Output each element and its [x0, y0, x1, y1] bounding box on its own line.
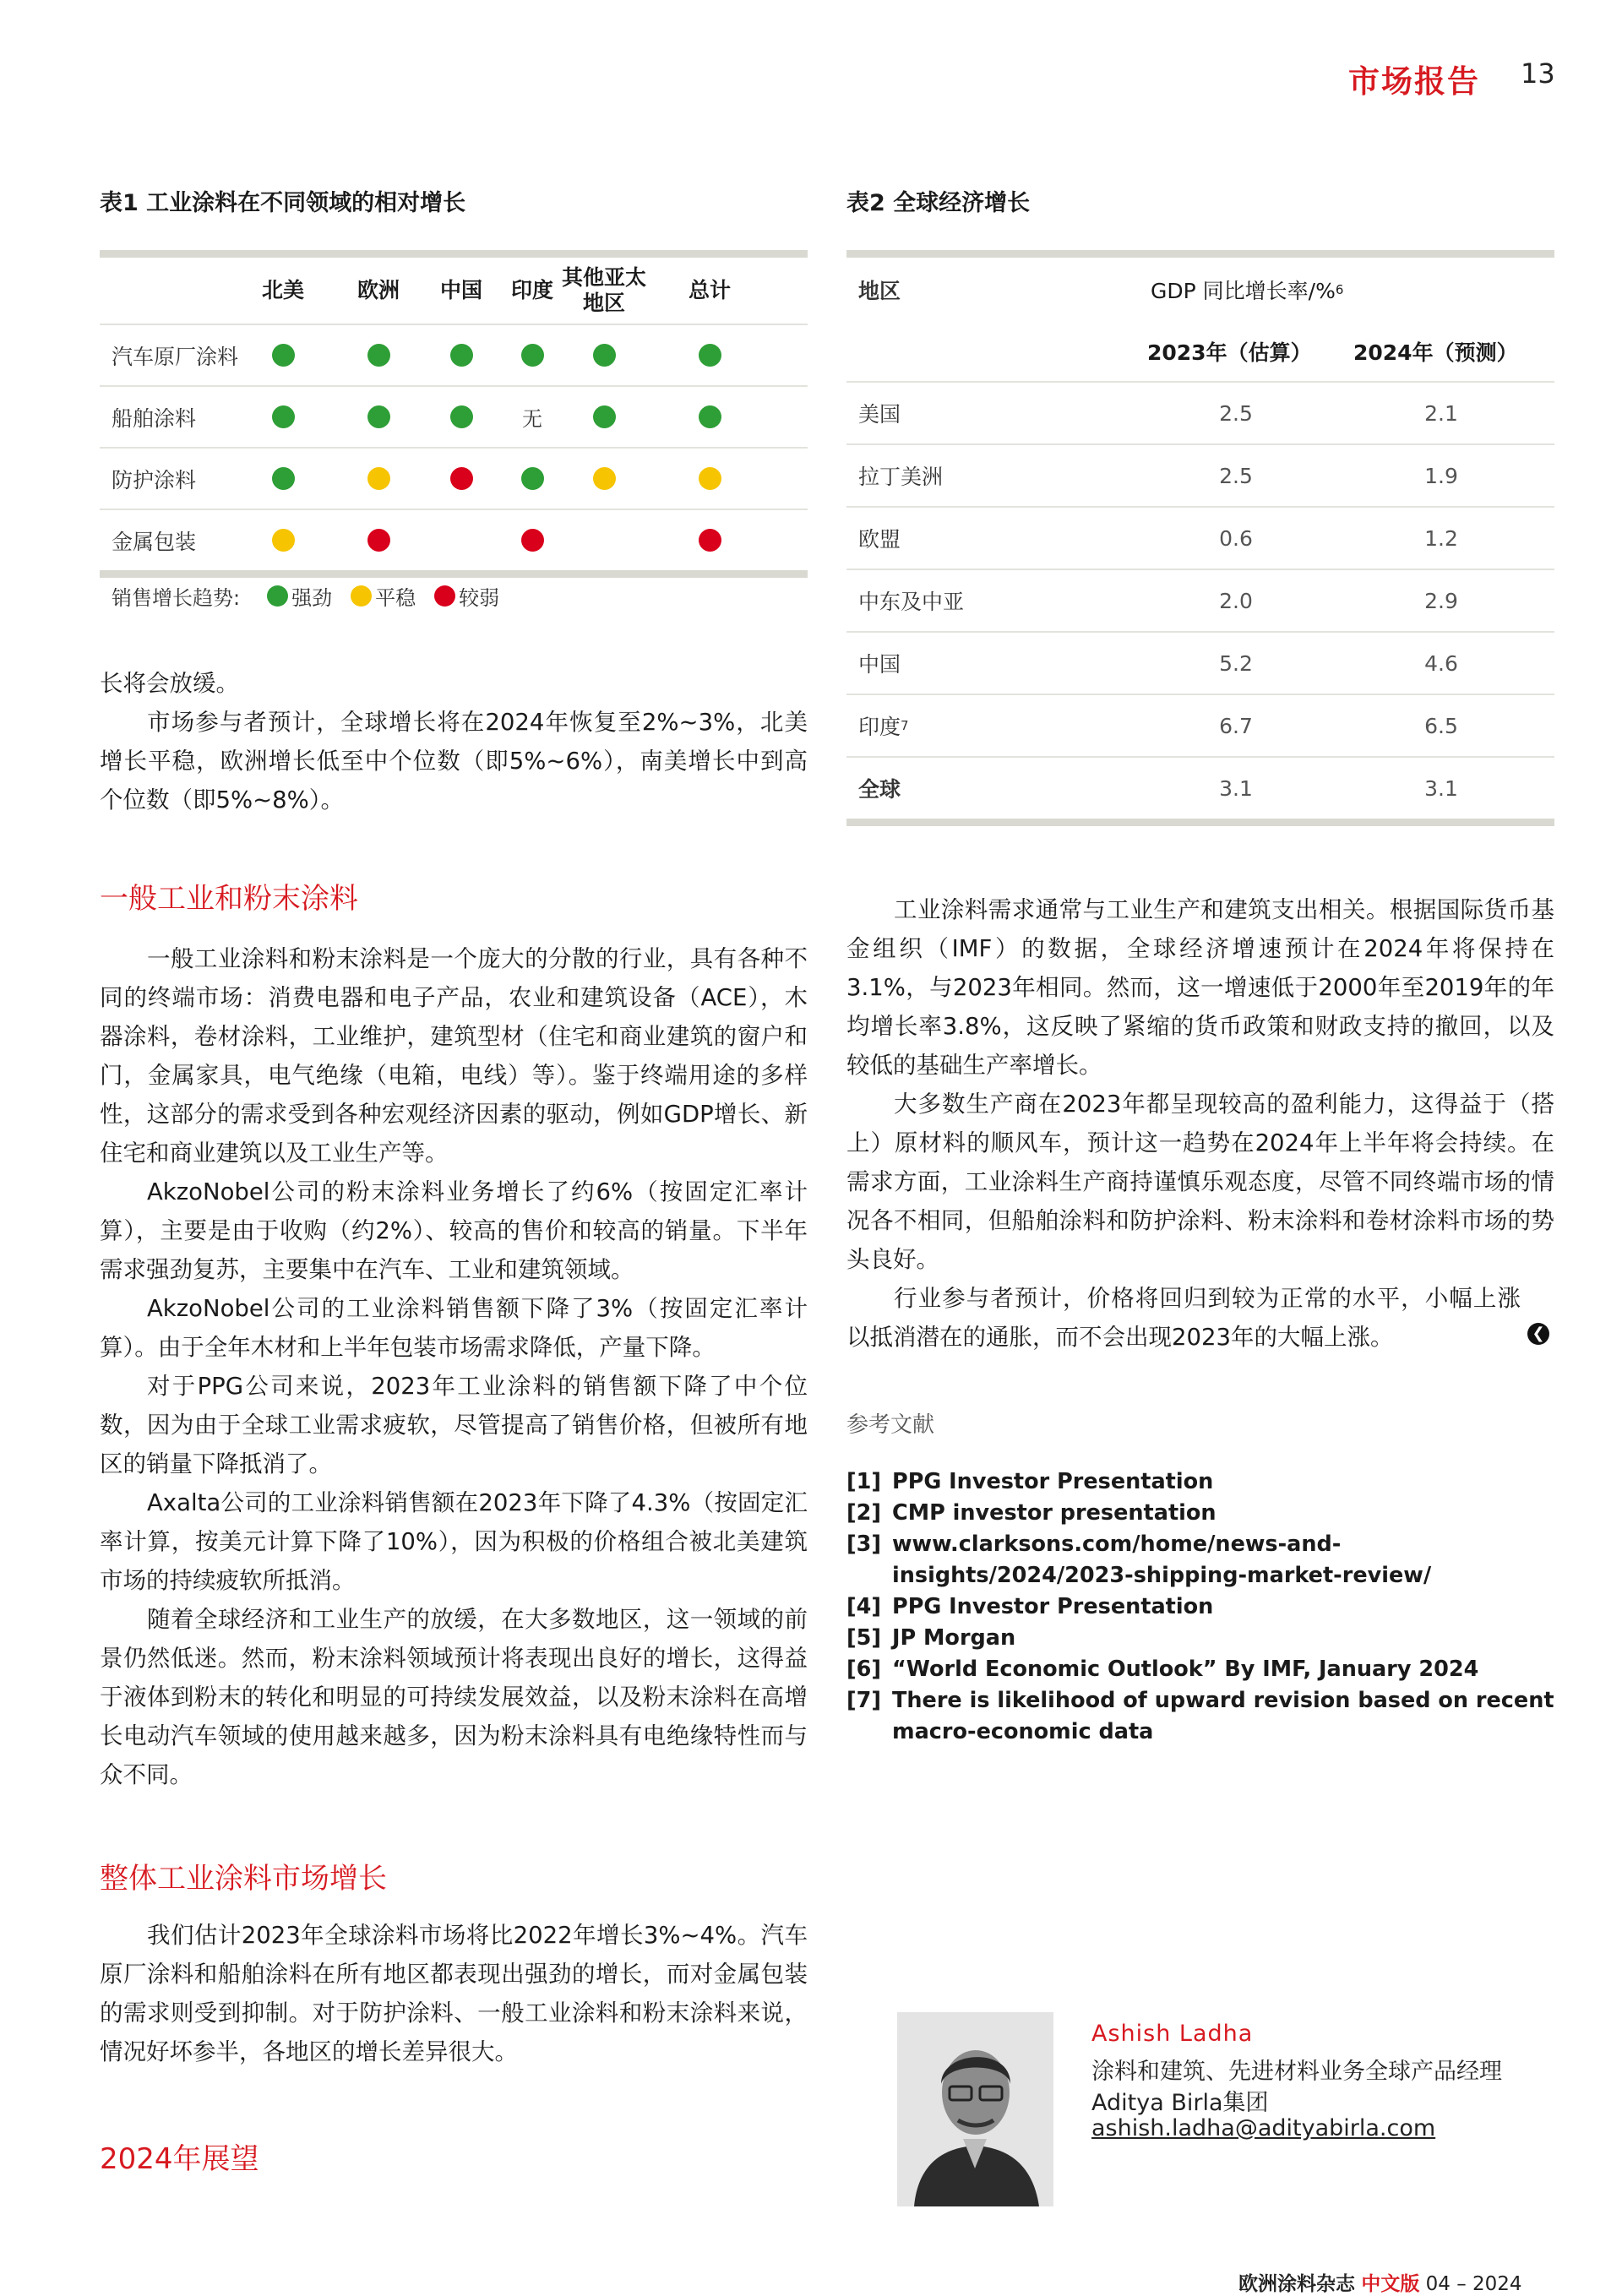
table2-value-2023: 5.2	[1219, 650, 1253, 676]
strong-dot-icon	[593, 344, 616, 367]
table1-cell	[562, 387, 646, 447]
body-paragraph: 随着全球经济和工业生产的放缓，在大多数地区，这一领域的前景仍然低迷。然而，粉末涂料领域预计将表现出良好的增长，这得益于液体到粉末的转化和明显的可持续发展效益，以及粉末涂料在高增长电动汽车领域的使用越来越多，因为粉末涂料具有电绝缘特性而与众不同。	[100, 1606, 808, 1788]
author-name: Ashish Ladha	[1091, 2021, 1254, 2047]
strong-dot-icon	[699, 405, 721, 428]
reference-number: [1]	[846, 1469, 882, 1494]
table2-value-2023: 0.6	[1219, 525, 1253, 551]
footer	[1238, 2268, 1522, 2296]
reference-text: PPG Investor Presentation	[892, 1594, 1214, 1619]
table1-row-label: 汽车原厂涂料	[112, 344, 239, 369]
table2-row	[846, 694, 1554, 756]
table2-value-2024: 1.9	[1424, 463, 1458, 488]
table2-region: 印度 7	[858, 715, 909, 739]
body-paragraph: 工业涂料需求通常与工业生产和建筑支出相关。根据国际货币基金组织（IMF）的数据，全球经济增速预计在2024年将保持在3.1%，与2023年相同。然而，这一增速低于2000年至2019年的年均增长率3.8%，这反映了紧缩的货币政策和财政支持的撤回，以及较低的基础生产率增长。	[846, 896, 1554, 1079]
table1-cell	[241, 325, 325, 385]
table2-value-2024: 4.6	[1424, 650, 1458, 676]
body-paragraph: 大多数生产商在2023年都呈现较高的盈利能力，这得益于（搭上）原材料的顺风车，预计这一趋势在2024年上半年将会持续。在需求方面，工业涂料生产商持谨慎乐观态度，尽管不同终端市场的情况各不相同，但船舶涂料和防护涂料、粉末涂料和卷材涂料市场的势头良好。	[846, 1091, 1554, 1273]
intro-paragraph: 长将会放缓。	[100, 670, 239, 697]
reference-number: [3]	[846, 1532, 882, 1557]
footer-edition: 中文版	[1361, 2273, 1420, 2295]
reference-text: CMP investor presentation	[892, 1500, 1216, 1526]
reference-item	[846, 1529, 1556, 1591]
strong-dot-icon	[267, 585, 288, 607]
legend-stable: 平稳	[351, 581, 416, 611]
intro-paragraph: 市场参与者预计，全球增长将在2024年恢复至2%~3%，北美增长平稳，欧洲增长低至中个位数（即5%~6%），南美增长中到高个位数（即5%~8%）。	[100, 709, 808, 813]
table2	[846, 250, 1554, 826]
weak-dot-icon	[434, 585, 455, 607]
strong-dot-icon	[699, 344, 721, 367]
table2-value-2023: 6.7	[1219, 713, 1253, 738]
table1-cell	[241, 449, 325, 509]
table2-gdp-header: GDP 同比增长率/% 6	[1151, 279, 1344, 303]
table2-value-2024: 6.5	[1424, 713, 1458, 738]
table1-cell	[562, 325, 646, 385]
stable-dot-icon	[367, 467, 390, 490]
table2-region: 欧盟	[858, 527, 901, 552]
table1-cell	[336, 449, 421, 509]
table1-cell	[562, 449, 646, 509]
table1-column-header: 印度	[510, 278, 553, 302]
table2-row	[846, 631, 1554, 694]
strong-dot-icon	[367, 405, 390, 428]
table2-bottom-rule	[846, 819, 1554, 826]
table2-top-rule	[846, 250, 1554, 258]
table2-row	[846, 506, 1554, 569]
table1-row-label: 防护涂料	[112, 467, 197, 492]
legend-strong: 强劲	[267, 581, 332, 611]
strong-dot-icon	[521, 344, 544, 367]
table1-cell	[336, 325, 421, 385]
reference-text: PPG Investor Presentation	[892, 1469, 1214, 1494]
table1-cell	[667, 510, 752, 570]
table1-row-label: 金属包装	[112, 529, 197, 554]
table1-cell	[562, 510, 646, 570]
table2-value-2023: 2.5	[1219, 400, 1253, 426]
table1-cell	[667, 387, 752, 447]
table2-region: 全球	[858, 777, 901, 802]
table1-title: 表1 工业涂料在不同领域的相对增长	[100, 190, 466, 216]
table1-cell	[667, 449, 752, 509]
footer-magazine: 欧洲涂料杂志	[1238, 2273, 1355, 2295]
right-body	[846, 890, 1554, 1357]
table1-column-header: 欧洲	[357, 278, 400, 302]
strong-dot-icon	[521, 467, 544, 490]
table2-region-header: 地区	[858, 279, 901, 303]
table2-row	[846, 569, 1554, 631]
section1-body	[100, 939, 808, 1794]
table1-column-header: 中国	[439, 278, 482, 302]
table1-cell: 无	[522, 407, 542, 431]
table1-top-rule	[100, 250, 808, 258]
reference-item	[846, 1685, 1556, 1748]
stable-dot-icon	[593, 467, 616, 490]
table1-bottom-rule	[100, 570, 808, 578]
strong-dot-icon	[272, 405, 295, 428]
body-paragraph: 我们估计2023年全球涂料市场将比2022年增长3%~4%。汽车原厂涂料和船舶涂料在所有地区都表现出强劲的增长，而对金属包装的需求则受到抑制。对于防护涂料、一般工业涂料和粉末涂料来说，情况好坏参半，各地区的增长差异很大。	[100, 1922, 808, 2065]
strong-dot-icon	[367, 344, 390, 367]
weak-dot-icon	[521, 529, 544, 552]
weak-dot-icon	[367, 529, 390, 552]
table1-column-header: 其他亚太 地区	[561, 265, 646, 315]
reference-item	[846, 1466, 1556, 1498]
table1-cell	[667, 325, 752, 385]
table2-row	[846, 381, 1554, 443]
table1-column-header: 北美	[261, 278, 304, 302]
table2-header-row1	[846, 258, 1554, 322]
table2-value-2023: 3.1	[1219, 775, 1253, 801]
reference-number: [2]	[846, 1500, 882, 1526]
strong-dot-icon	[593, 405, 616, 428]
body-paragraph: Axalta公司的工业涂料销售额在2023年下降了4.3%（按固定汇率计算，按美元计算下降了10%），因为积极的价格组合被北美建筑市场的持续疲软所抵消。	[100, 1489, 808, 1594]
table1-header-row	[100, 258, 808, 324]
page-number: 13	[1521, 57, 1555, 90]
reference-number: [4]	[846, 1594, 882, 1619]
reference-text: There is likelihood of upward revision based on recent macro-economic data	[892, 1688, 1554, 1744]
table2-value-2024: 2.9	[1424, 588, 1458, 613]
weak-dot-icon	[699, 529, 721, 552]
reference-number: [5]	[846, 1625, 882, 1651]
reference-item	[846, 1591, 1556, 1623]
body-paragraph: 一般工业涂料和粉末涂料是一个庞大的分散的行业，具有各种不同的终端市场：消费电器和电子产品，农业和建筑设备（ACE），木器涂料，卷材涂料，工业维护，建筑型材（住宅和商业建筑的窗户和门，金属家具，电气绝缘（电箱，电线）等）。鉴于终端用途的多样性，这部分的需求受到各种宏观经济因素的驱动，例如GDP增长、新住宅和商业建筑以及工业生产等。	[100, 945, 808, 1167]
author-photo	[897, 2012, 1053, 2206]
reference-text[interactable]: www.clarksons.com/home/news-and-insights/2024/2023-shipping-market-review/	[892, 1532, 1432, 1588]
section-heading: 一般工业和粉末涂料	[100, 882, 358, 916]
reference-item	[846, 1654, 1556, 1685]
table2-body	[846, 381, 1554, 819]
body-paragraph: 对于PPG公司来说，2023年工业涂料的销售额下降了中个位数，因为由于全球工业需求疲软，尽管提高了销售价格，但被所有地区的销量下降抵消了。	[100, 1373, 808, 1477]
left-intro	[100, 664, 808, 819]
section-heading: 2024年展望	[100, 2142, 259, 2176]
references-list	[846, 1466, 1556, 1748]
author-title: 涂料和建筑、先进材料业务全球产品经理	[1091, 2059, 1502, 2085]
table2-value-2024: 2.1	[1424, 400, 1458, 426]
table1-legend	[112, 581, 518, 611]
reference-text: JP Morgan	[892, 1625, 1016, 1651]
table1-cell	[241, 387, 325, 447]
reference-number: [6]	[846, 1657, 882, 1682]
table2-title: 表2 全球经济增长	[846, 190, 1031, 216]
table2-region: 中国	[858, 652, 901, 677]
table2-value-2023: 2.0	[1219, 588, 1253, 613]
weak-dot-icon	[450, 467, 473, 490]
strong-dot-icon	[450, 344, 473, 367]
strong-dot-icon	[272, 467, 295, 490]
reference-number: [7]	[846, 1688, 882, 1713]
table2-value-2024: 1.2	[1424, 525, 1458, 551]
section2-body	[100, 1916, 808, 2071]
table2-region: 中东及中亚	[858, 590, 965, 614]
stable-dot-icon	[272, 529, 295, 552]
legend-title: 销售增长趋势:	[112, 586, 241, 610]
table1-row	[100, 447, 808, 509]
reference-item	[846, 1623, 1556, 1654]
table2-region: 美国	[858, 402, 901, 427]
table1-cell	[241, 510, 325, 570]
table1-cell	[336, 387, 421, 447]
table2-value-2024: 3.1	[1424, 775, 1458, 801]
table1-body	[100, 324, 808, 570]
footer-issue: 04 – 2024	[1425, 2273, 1522, 2295]
table1	[100, 250, 808, 578]
reference-text: “World Economic Outlook” By IMF, January 2024	[892, 1657, 1479, 1682]
body-paragraph: AkzoNobel公司的粉末涂料业务增长了约6%（按固定汇率计算），主要是由于收购（约2%）、较高的售价和较高的销量。下半年需求强劲复苏，主要集中在汽车、工业和建筑领域。	[100, 1178, 808, 1283]
table1-row	[100, 385, 808, 447]
section-title: 市场报告	[1348, 63, 1480, 100]
legend-weak: 较弱	[434, 581, 499, 611]
table1-cell	[336, 510, 421, 570]
table2-row	[846, 756, 1554, 819]
table2-value-2023: 2.5	[1219, 463, 1253, 488]
table1-row	[100, 324, 808, 385]
reference-item	[846, 1498, 1556, 1529]
body-paragraph: AkzoNobel公司的工业涂料销售额下降了3%（按固定汇率计算）。由于全年木材和上半年包装市场需求降低，产量下降。	[100, 1295, 808, 1361]
table2-year2024-header: 2024年（预测）	[1353, 340, 1518, 365]
references-title: 参考文献	[846, 1412, 935, 1438]
table2-year2023-header: 2023年（估算）	[1147, 340, 1312, 365]
table1-row-label: 船舶涂料	[112, 405, 197, 431]
strong-dot-icon	[272, 344, 295, 367]
table1-row	[100, 509, 808, 570]
stable-dot-icon	[351, 585, 372, 607]
body-paragraph: 行业参与者预计，价格将回归到较为正常的水平，小幅上涨以抵消潜在的通胀，而不会出现2023年的大幅上涨。	[846, 1285, 1521, 1351]
author-company: Aditya Birla集团	[1091, 2090, 1269, 2116]
table2-header-row2	[846, 322, 1554, 381]
section-heading: 整体工业涂料市场增长	[100, 1862, 387, 1896]
author-email-link[interactable]: ashish.ladha@adityabirla.com	[1091, 2115, 1436, 2141]
table2-region: 拉丁美洲	[858, 465, 944, 489]
stable-dot-icon	[699, 467, 721, 490]
table2-row	[846, 443, 1554, 506]
back-arrow-icon[interactable]: ❮	[1527, 1323, 1549, 1345]
table1-column-header: 总计	[688, 278, 731, 302]
strong-dot-icon	[450, 405, 473, 428]
